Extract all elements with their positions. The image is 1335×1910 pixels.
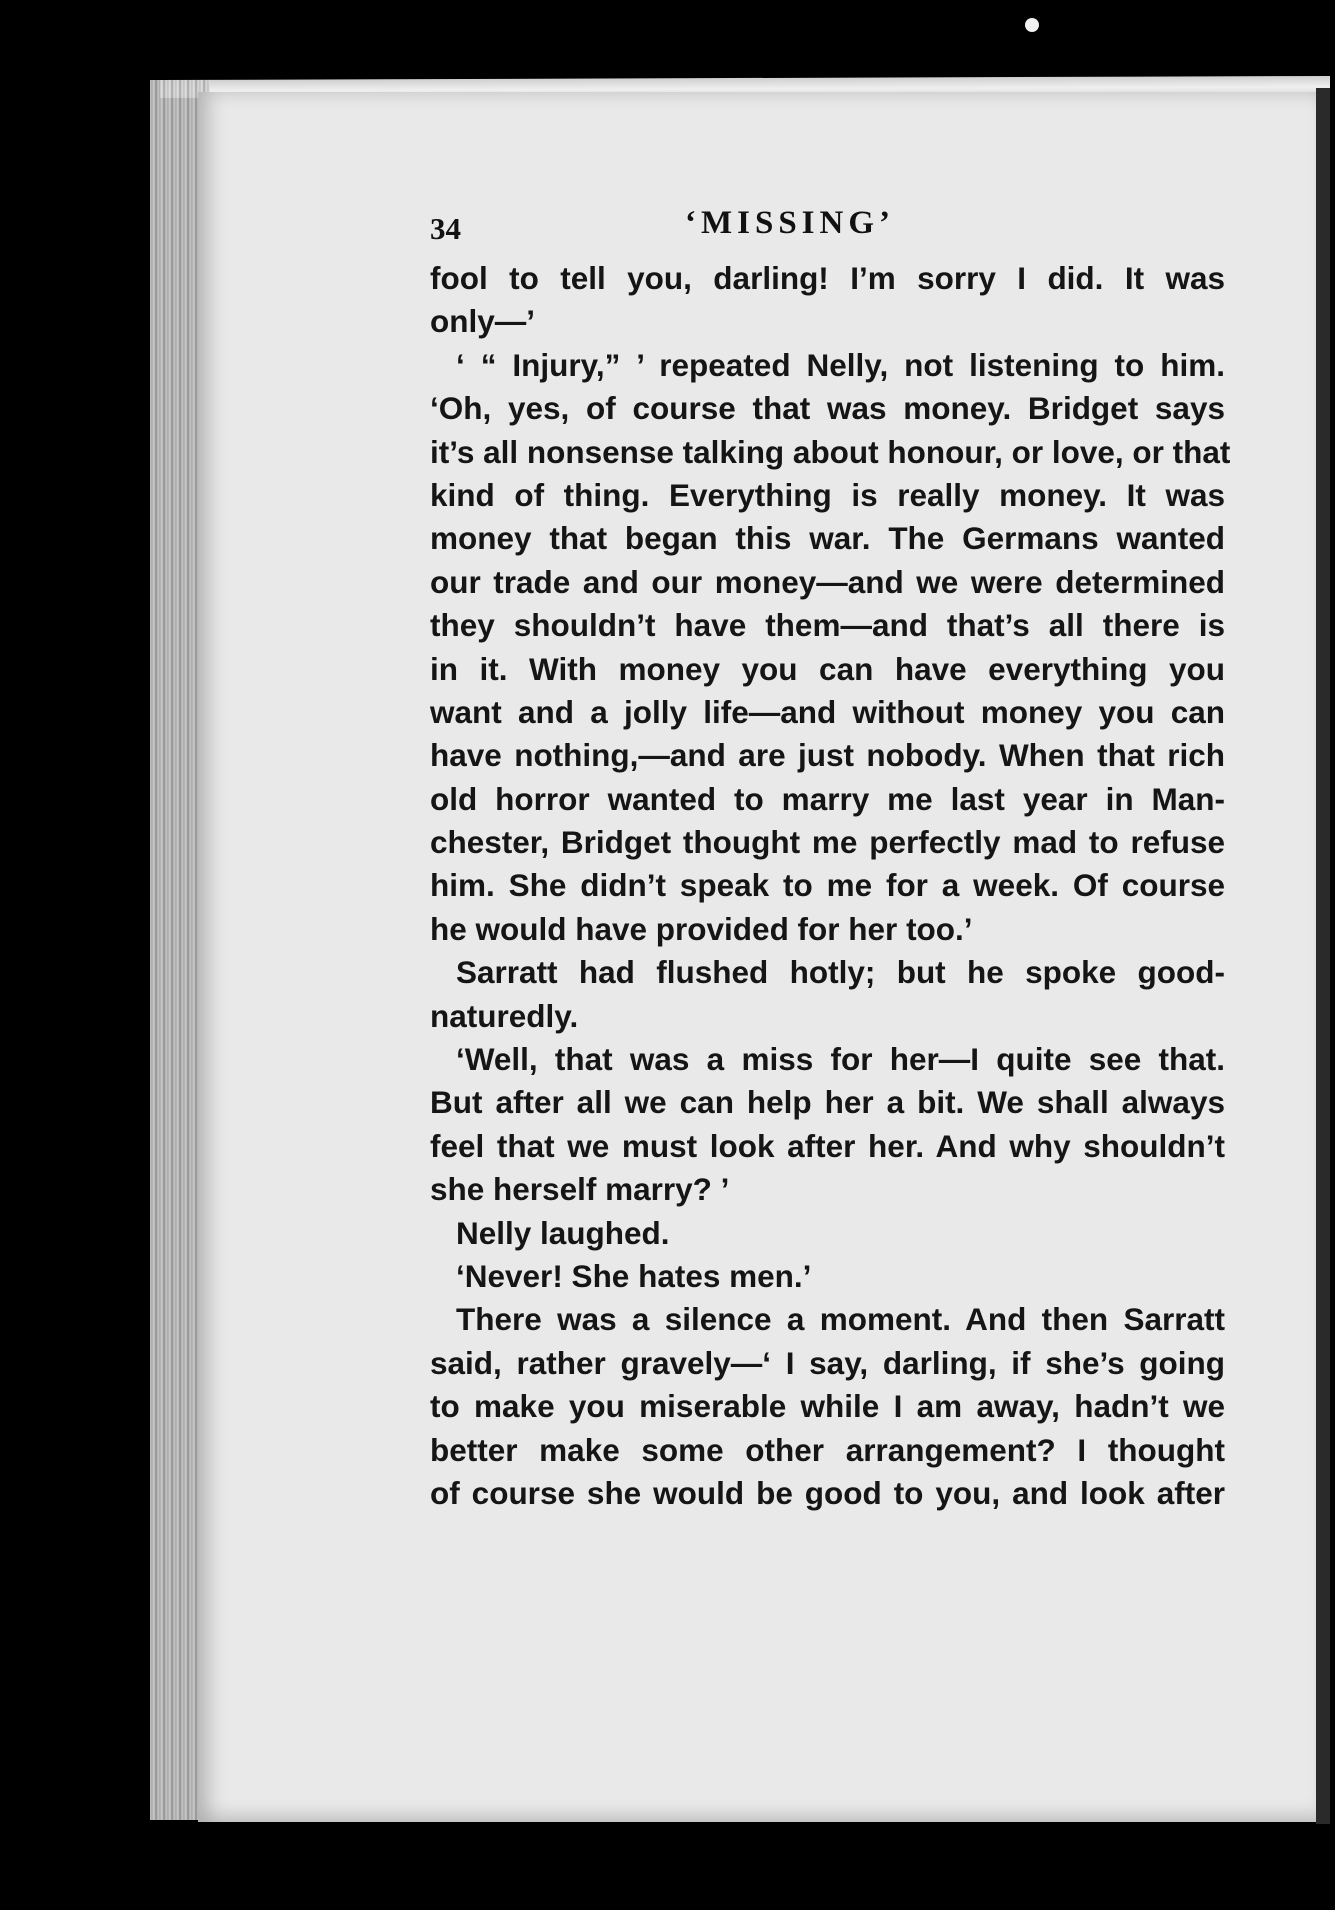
- text-line: of course she would be good to you, and look after: [430, 1474, 1225, 1511]
- page-text-block: [430, 205, 1231, 1515]
- text-line: chester, Bridget thought me perfectly mad to refuse: [430, 824, 1225, 861]
- text-line: ‘ “ Injury,” ’ repeated Nelly, not listening to him.: [456, 346, 1225, 383]
- text-line: want and a jolly life—and without money you can: [430, 693, 1225, 730]
- page-number: 34: [430, 211, 461, 246]
- text-line: But after all we can help her a bit. We shall always: [430, 1084, 1225, 1121]
- text-line: feel that we must look after her. And why shouldn’t: [430, 1127, 1225, 1164]
- text-line: have nothing,—and are just nobody. When that rich: [430, 737, 1225, 774]
- scan-smudge: [1025, 18, 1039, 32]
- text-line: to make you miserable while I am away, hadn’t we: [430, 1388, 1225, 1425]
- text-line: Sarratt had flushed hotly; but he spoke good-: [456, 954, 1225, 991]
- text-line: old horror wanted to marry me last year in Man-: [430, 780, 1225, 817]
- text-line: she herself marry? ’: [430, 1171, 730, 1208]
- text-line: Nelly laughed.: [456, 1214, 670, 1251]
- page-right-shadow: [1316, 88, 1330, 1824]
- text-line: naturedly.: [430, 997, 579, 1034]
- text-line: money that began this war. The Germans wanted: [430, 520, 1225, 557]
- running-title: ‘MISSING’: [685, 205, 896, 241]
- text-line: said, rather gravely—‘ I say, darling, if she’s going: [430, 1344, 1225, 1381]
- text-line: our trade and our money—and we were determined: [430, 563, 1225, 600]
- text-line: it’s all nonsense talking about honour, or love, or that: [430, 433, 1231, 470]
- text-line: ‘Never! She hates men.’: [456, 1257, 812, 1294]
- text-line: kind of thing. Everything is really money. It was: [430, 476, 1225, 513]
- text-line: in it. With money you can have everything you: [430, 650, 1225, 687]
- text-line: better make some other arrangement? I thought: [430, 1431, 1225, 1468]
- text-line: they shouldn’t have them—and that’s all there is: [430, 607, 1225, 644]
- text-line: ‘Well, that was a miss for her—I quite see that.: [456, 1041, 1225, 1078]
- running-head: [430, 205, 1225, 257]
- text-line: There was a silence a moment. And then Sarratt: [456, 1301, 1225, 1338]
- text-line: ‘Oh, yes, of course that was money. Bridget says: [430, 390, 1225, 427]
- text-line: him. She didn’t speak to me for a week. Of course: [430, 867, 1225, 904]
- text-line: fool to tell you, darling! I’m sorry I did. It was: [430, 260, 1225, 296]
- text-line: he would have provided for her too.’: [430, 910, 973, 947]
- body-text: [430, 257, 1231, 1515]
- text-line: only—’: [430, 303, 536, 340]
